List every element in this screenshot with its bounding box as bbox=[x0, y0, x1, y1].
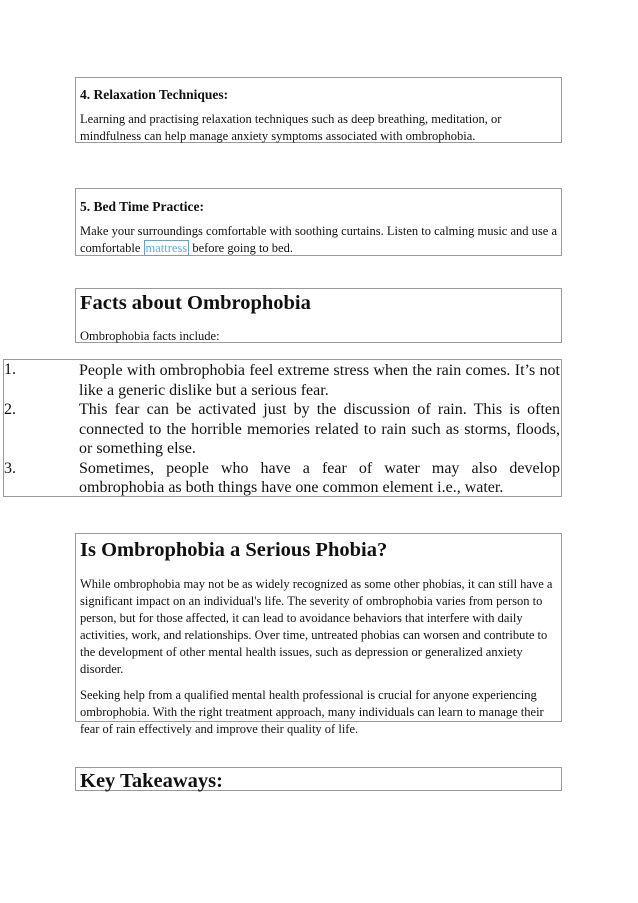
relaxation-body: Learning and practising relaxation techniques such as deep breathing, meditation, or mindfulness can help manage anxiety symptoms associated with ombrophobia. bbox=[80, 112, 502, 143]
serious-para-1: While ombrophobia may not be as widely recognized as some other phobias, it can still have a significant impact on an individual's life. The severity of ombrophobia varies from person to person, but for those affected, it can lead to avoidance behaviors that interfere with daily activities, work, and relationships. Over time, untreated phobias can worsen and contribute to the development of other mental health issues, such as depression or generalized anxiety disorder. bbox=[80, 577, 553, 676]
facts-section bbox=[75, 288, 562, 343]
bedtime-body-after: before going to bed. bbox=[189, 241, 293, 255]
relaxation-heading: 4. Relaxation Techniques: bbox=[80, 87, 229, 102]
list-item-text: This fear can be activated just by the discussion of rain. This is often connected to the horrible memories related to rain such as storms, floods, or something else. bbox=[79, 401, 560, 457]
bedtime-heading: 5. Bed Time Practice: bbox=[80, 199, 204, 214]
list-item bbox=[4, 400, 561, 459]
list-item-number: 1. bbox=[4, 361, 16, 378]
serious-heading: Is Ombrophobia a Serious Phobia? bbox=[80, 539, 388, 561]
list-item bbox=[4, 360, 561, 400]
facts-intro: Ombrophobia facts include: bbox=[80, 329, 220, 343]
list-item-number: 2. bbox=[4, 401, 16, 418]
bedtime-body-before: Make your surroundings comfortable with soothing curtains. Listen to calming music and use a comfortable bbox=[80, 224, 557, 255]
list-item-text: Sometimes, people who have a fear of water may also develop ombrophobia as both things have one common element i.e., water. bbox=[79, 459, 560, 496]
list-item bbox=[4, 459, 561, 498]
takeaways-section bbox=[75, 767, 562, 791]
bedtime-body bbox=[80, 223, 559, 257]
facts-heading: Facts about Ombrophobia bbox=[80, 292, 311, 314]
takeaways-heading: Key Takeaways: bbox=[80, 770, 223, 792]
list-item-number: 3. bbox=[4, 459, 16, 477]
serious-section bbox=[75, 533, 562, 736]
list-item-text: People with ombrophobia feel extreme stress when the rain comes. It’s not like a generic dislike but a serious fear. bbox=[79, 362, 560, 399]
bedtime-section bbox=[75, 188, 562, 256]
facts-list bbox=[3, 359, 562, 497]
serious-para-2: Seeking help from a qualified mental health professional is crucial for anyone experiencing ombrophobia. With the right treatment approach, many individuals can learn to manage their fear of rain effectively and improve their quality of life. bbox=[80, 688, 544, 736]
mattress-link[interactable]: mattress bbox=[145, 241, 188, 255]
relaxation-section bbox=[75, 77, 562, 143]
